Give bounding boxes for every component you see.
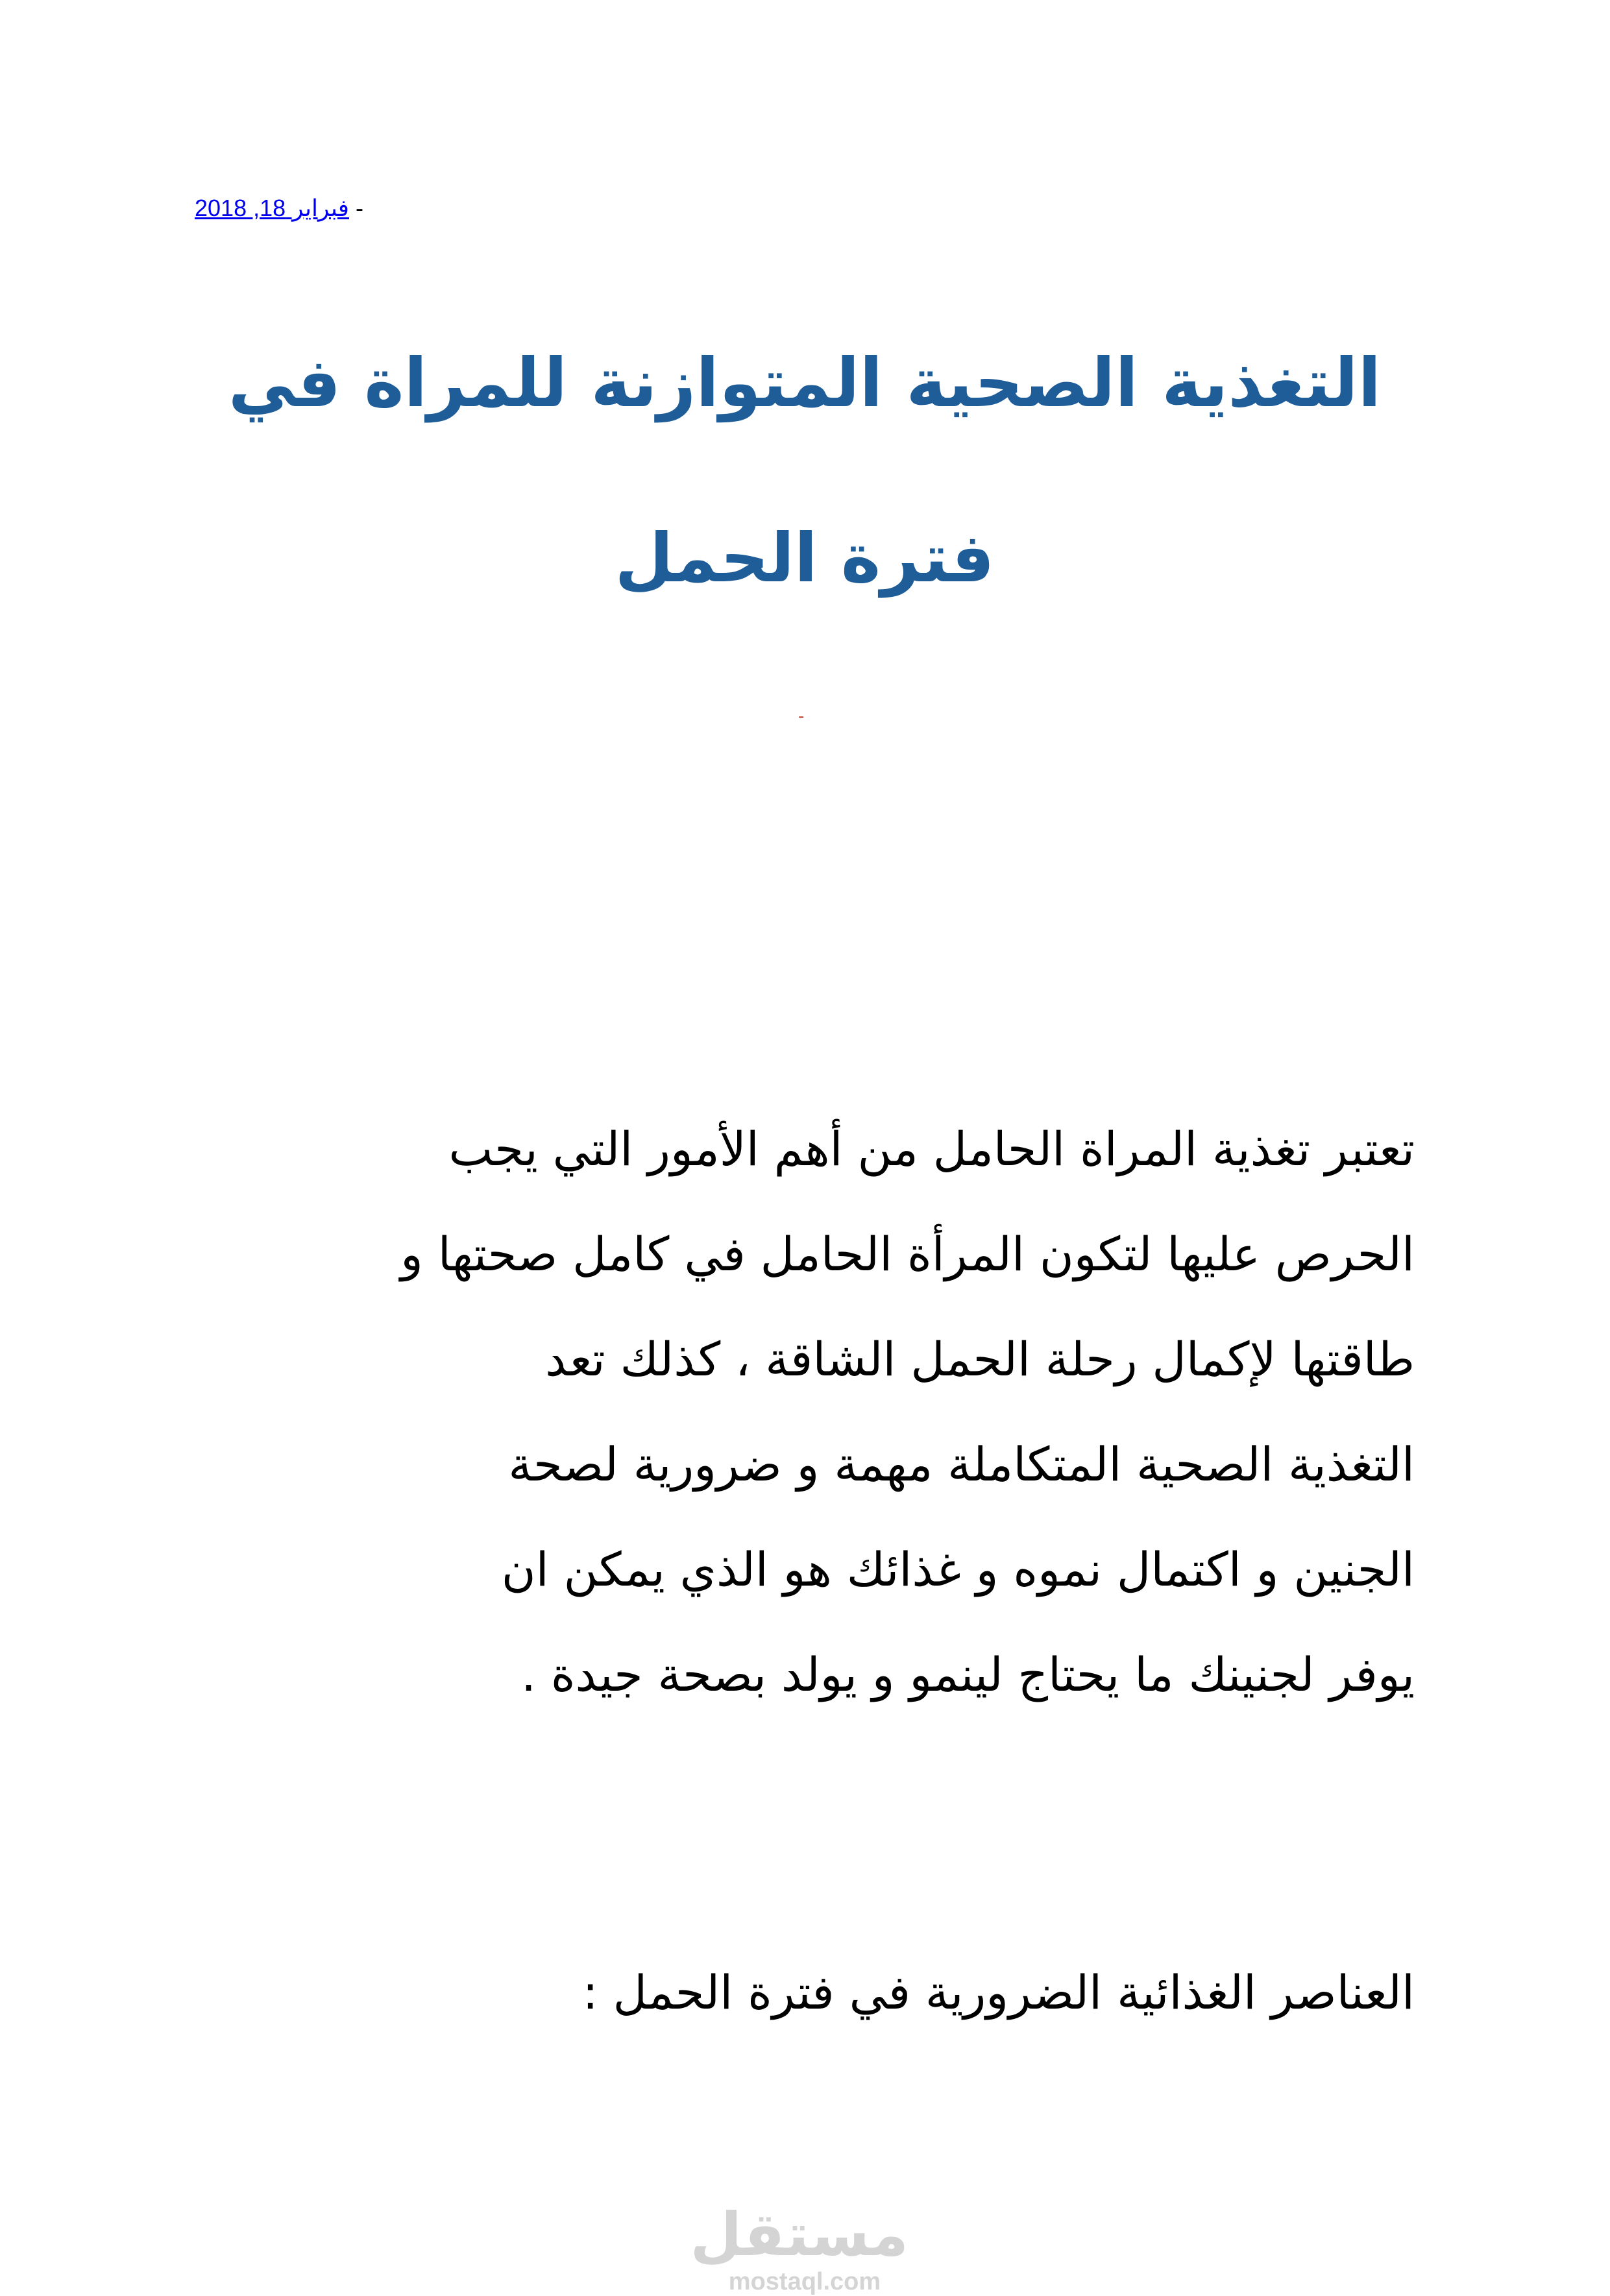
mostaql-watermark — [690, 2200, 909, 2296]
divider-mark: - — [798, 706, 805, 726]
body-line-5: الجنين و اكتمال نموه و غذائك هو الذي يمكن ان — [501, 1542, 1415, 1597]
watermark-latin: mostaql.com — [728, 2268, 881, 2295]
post-title-line-2: فترة الحمل — [615, 518, 995, 598]
body-line-2: الحرص عليها لتكون المرأة الحامل في كامل صحتها و — [400, 1227, 1415, 1281]
body-line-4: التغذية الصحية المتكاملة مهمة و ضرورية لصحة — [508, 1437, 1415, 1492]
post-body-paragraph — [195, 1096, 1415, 1727]
watermark-arabic: مستقل — [690, 2200, 909, 2269]
post-date-line — [195, 195, 363, 222]
body-line-3: طاقتها لإكمال رحلة الحمل الشاقة ، كذلك تعد — [545, 1332, 1415, 1386]
date-separator: - — [348, 195, 363, 221]
post-title-line-1: التغذية الصحية المتوازنة للمراة في — [228, 343, 1382, 422]
post-title — [195, 295, 1415, 646]
post-date-link[interactable]: فبراير 18, 2018 — [195, 195, 349, 221]
section-heading-nutrients: العناصر الغذائية الضرورية في فترة الحمل : — [582, 1965, 1415, 2020]
body-line-6: يوفر لجنينك ما يحتاج لينمو و يولد بصحة جيدة . — [521, 1647, 1415, 1702]
body-line-1: تعتبر تغذية المراة الحامل من أهم الأمور التي يجب — [448, 1122, 1415, 1176]
